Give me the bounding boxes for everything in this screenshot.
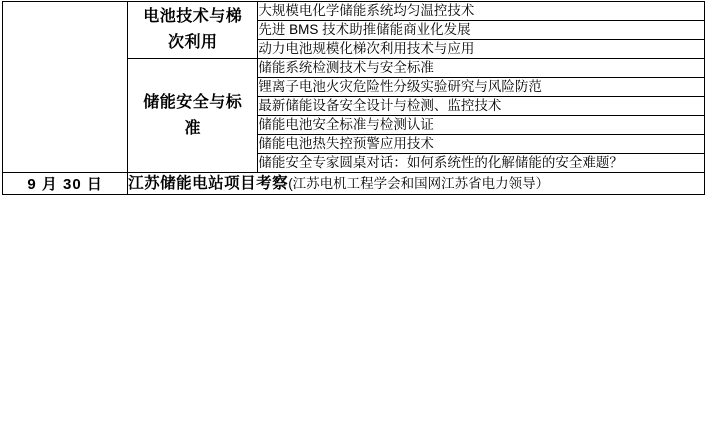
agenda-table-body bbox=[3, 2, 705, 195]
topic-cell: 储能安全专家圆桌对话：如何系统性的化解储能的安全难题？ bbox=[258, 154, 705, 173]
table-row-final bbox=[3, 173, 705, 195]
topic-cell: 先进 BMS 技术助推储能商业化发展 bbox=[258, 21, 705, 40]
theme-cell-safety bbox=[128, 59, 258, 173]
final-activity-cell bbox=[128, 173, 705, 195]
date-column-blank-cell bbox=[3, 2, 128, 173]
topic-cell: 锂离子电池火灾危险性分级实验研究与风险防范 bbox=[258, 78, 705, 97]
topic-cell: 储能电池安全标准与检测认证 bbox=[258, 116, 705, 135]
table-row bbox=[3, 2, 705, 21]
final-date-cell: 9 月 30 日 bbox=[3, 173, 128, 195]
agenda-sheet bbox=[0, 1, 709, 435]
theme-line: 电池技术与梯 bbox=[143, 8, 243, 25]
topic-cell: 大规模电化学储能系统均匀温控技术 bbox=[258, 2, 705, 21]
theme-line: 次利用 bbox=[168, 34, 218, 51]
agenda-table bbox=[2, 1, 705, 195]
theme-line: 准 bbox=[184, 119, 202, 137]
theme-line: 储能安全与标 bbox=[143, 93, 243, 111]
topic-cell: 储能系统检测技术与安全标准 bbox=[258, 59, 705, 78]
final-activity-title: 江苏储能电站项目考察 bbox=[128, 174, 289, 192]
topic-cell: 最新储能设备安全设计与检测、监控技术 bbox=[258, 97, 705, 116]
topic-cell: 储能电池热失控预警应用技术 bbox=[258, 135, 705, 154]
final-activity-detail: (江苏电机工程学会和国网江苏省电力领导） bbox=[288, 175, 550, 191]
theme-cell-battery bbox=[128, 2, 258, 59]
topic-cell: 动力电池规模化梯次利用技术与应用 bbox=[258, 40, 705, 59]
